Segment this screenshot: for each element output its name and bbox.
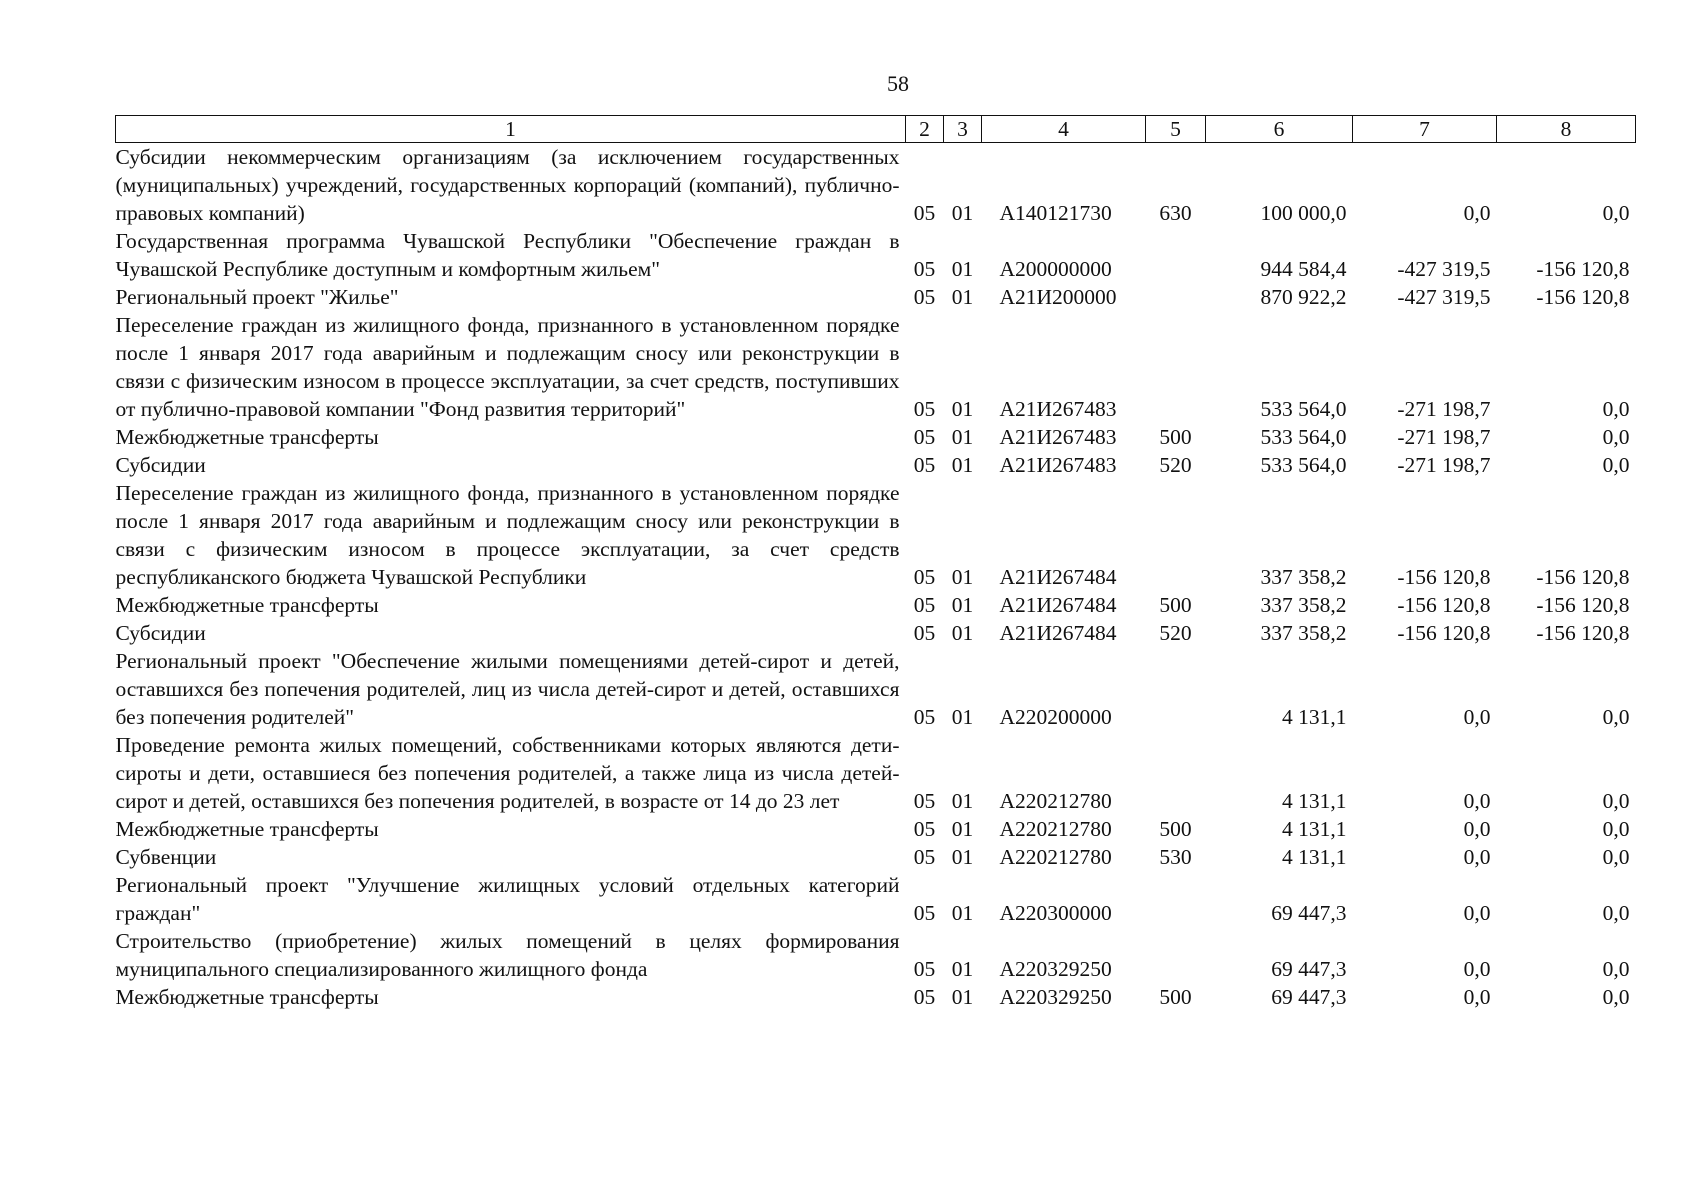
row-expense-type: 500 [1159,593,1192,617]
row-expense-type: 530 [1159,845,1192,869]
row-value-7: -427 319,5 [1397,285,1491,309]
row-section-code: 05 [913,957,936,981]
row-value-7: 0,0 [1463,705,1491,729]
table-row [116,591,1636,619]
column-header-6: 6 [1206,116,1353,143]
row-target-article: А21И200000 [999,285,1117,309]
row-section-code: 05 [913,621,936,645]
row-target-article: А21И267483 [999,397,1117,421]
row-subsection-code: 01 [951,201,974,225]
row-description: Региональный проект "Обеспечение жилыми помещениями детей-сирот и детей, оставшихся без попечения родителей, лиц из числа детей-сирот и детей, оставшихся без попечения родителей" [115,649,900,729]
row-expense-type: 500 [1159,817,1192,841]
row-subsection-code: 01 [951,593,974,617]
row-value-8: 0,0 [1602,985,1630,1009]
table-row [116,283,1636,311]
row-value-8: 0,0 [1602,901,1630,925]
row-value-8: 0,0 [1602,425,1630,449]
row-description: Межбюджетные трансферты [115,985,379,1009]
row-value-6: 533 564,0 [1260,425,1347,449]
row-description: Субвенции [115,845,217,869]
row-value-7: -427 319,5 [1397,257,1491,281]
row-section-code: 05 [913,397,936,421]
row-section-code: 05 [913,285,936,309]
row-section-code: 05 [913,257,936,281]
row-value-7: -271 198,7 [1397,453,1491,477]
row-target-article: А200000000 [999,257,1112,281]
row-value-6: 870 922,2 [1260,285,1347,309]
table-row [116,479,1636,591]
table-row [116,731,1636,815]
table-row [116,451,1636,479]
row-subsection-code: 01 [951,789,974,813]
row-target-article: А220212780 [999,845,1112,869]
row-subsection-code: 01 [951,817,974,841]
row-description: Региональный проект "Жилье" [115,285,399,309]
budget-table [115,115,1636,1011]
row-expense-type: 500 [1159,425,1192,449]
column-number-row [116,116,1636,143]
row-subsection-code: 01 [951,845,974,869]
row-value-7: 0,0 [1463,789,1491,813]
row-expense-type: 520 [1159,453,1192,477]
page-number: 58 [887,71,909,96]
row-value-7: -271 198,7 [1397,425,1491,449]
row-value-7: -156 120,8 [1397,565,1491,589]
row-subsection-code: 01 [951,397,974,421]
row-description: Межбюджетные трансферты [115,817,379,841]
row-target-article: А21И267484 [999,621,1117,645]
row-subsection-code: 01 [951,957,974,981]
row-target-article: А220329250 [999,985,1112,1009]
row-value-8: 0,0 [1602,817,1630,841]
row-value-6: 4 131,1 [1282,817,1347,841]
row-description: Субсидии [115,453,206,477]
table-row [116,983,1636,1011]
row-section-code: 05 [913,845,936,869]
row-section-code: 05 [913,901,936,925]
row-description: Межбюджетные трансферты [115,425,379,449]
row-subsection-code: 01 [951,257,974,281]
table-row [116,311,1636,423]
column-header-8: 8 [1497,116,1636,143]
row-subsection-code: 01 [951,901,974,925]
table-row [116,227,1636,283]
row-value-8: 0,0 [1602,397,1630,421]
row-value-7: 0,0 [1463,845,1491,869]
row-value-8: 0,0 [1602,957,1630,981]
row-target-article: А220200000 [999,705,1112,729]
row-subsection-code: 01 [951,285,974,309]
row-value-6: 4 131,1 [1282,705,1347,729]
column-header-7: 7 [1353,116,1497,143]
table-row [116,815,1636,843]
column-header-3: 3 [944,116,982,143]
row-target-article: А21И267484 [999,593,1117,617]
row-value-8: 0,0 [1602,789,1630,813]
row-description: Межбюджетные трансферты [115,593,379,617]
row-description: Субсидии [115,621,206,645]
row-section-code: 05 [913,817,936,841]
row-section-code: 05 [913,565,936,589]
row-value-8: -156 120,8 [1536,593,1630,617]
row-value-8: 0,0 [1602,845,1630,869]
row-expense-type: 520 [1159,621,1192,645]
row-section-code: 05 [913,425,936,449]
row-expense-type: 630 [1159,201,1192,225]
table-row [116,843,1636,871]
row-subsection-code: 01 [951,985,974,1009]
row-expense-type [1146,731,1206,815]
row-value-8: -156 120,8 [1536,257,1630,281]
row-expense-type [1146,647,1206,731]
row-value-6: 337 358,2 [1260,593,1347,617]
row-value-7: -271 198,7 [1397,397,1491,421]
row-description: Региональный проект "Улучшение жилищных условий отдельных категорий граждан" [115,873,900,925]
row-value-7: -156 120,8 [1397,621,1491,645]
row-target-article: А21И267483 [999,453,1117,477]
row-target-article: А140121730 [999,201,1112,225]
row-value-8: 0,0 [1602,705,1630,729]
row-value-7: 0,0 [1463,985,1491,1009]
row-section-code: 05 [913,789,936,813]
row-section-code: 05 [913,705,936,729]
row-section-code: 05 [913,593,936,617]
table-row [116,927,1636,983]
table-row [116,871,1636,927]
table-row [116,619,1636,647]
row-expense-type [1146,227,1206,283]
row-value-6: 337 358,2 [1260,565,1347,589]
row-target-article: А220212780 [999,817,1112,841]
table-body [116,143,1636,1012]
table-row [116,647,1636,731]
row-value-6: 69 447,3 [1271,901,1347,925]
row-target-article: А220300000 [999,901,1112,925]
row-section-code: 05 [913,201,936,225]
row-description: Переселение граждан из жилищного фонда, признанного в установленном порядке после 1 января 2017 года аварийным и подлежащим сносу или реконструкции в связи с физическим износом в процессе эксплуатации, за счет средств республиканского бюджета Чувашской Республики [115,481,900,589]
table-row [116,143,1636,228]
row-section-code: 05 [913,985,936,1009]
column-header-1: 1 [116,116,906,143]
row-value-6: 337 358,2 [1260,621,1347,645]
row-description: Государственная программа Чувашской Республики "Обеспечение граждан в Чувашской Республике доступным и комфортным жильем" [115,229,900,281]
row-expense-type [1146,479,1206,591]
row-description: Субсидии некоммерческим организациям (за исключением государственных (муниципальных) учреждений, государственных корпораций (компаний), публично-правовых компаний) [115,145,900,225]
row-value-7: -156 120,8 [1397,593,1491,617]
row-value-6: 533 564,0 [1260,453,1347,477]
row-expense-type: 500 [1159,985,1192,1009]
row-description: Проведение ремонта жилых помещений, собственниками которых являются дети-сироты и дети, оставшиеся без попечения родителей, а также лица из числа детей-сирот и детей, оставшихся без попечения родителей, в возрасте от 14 до 23 лет [115,733,900,813]
row-value-8: -156 120,8 [1536,285,1630,309]
row-value-7: 0,0 [1463,957,1491,981]
row-subsection-code: 01 [951,453,974,477]
row-value-7: 0,0 [1463,901,1491,925]
row-target-article: А21И267483 [999,425,1117,449]
column-header-5: 5 [1146,116,1206,143]
row-subsection-code: 01 [951,705,974,729]
column-header-2: 2 [906,116,944,143]
row-value-8: -156 120,8 [1536,621,1630,645]
row-value-6: 69 447,3 [1271,957,1347,981]
row-value-8: -156 120,8 [1536,565,1630,589]
row-section-code: 05 [913,453,936,477]
row-value-8: 0,0 [1602,453,1630,477]
row-subsection-code: 01 [951,425,974,449]
row-target-article: А220212780 [999,789,1112,813]
row-value-6: 100 000,0 [1260,201,1347,225]
row-target-article: А21И267484 [999,565,1117,589]
row-expense-type [1146,283,1206,311]
row-subsection-code: 01 [951,621,974,645]
row-expense-type [1146,311,1206,423]
row-target-article: А220329250 [999,957,1112,981]
row-expense-type [1146,871,1206,927]
row-value-6: 4 131,1 [1282,845,1347,869]
row-value-7: 0,0 [1463,817,1491,841]
row-description: Строительство (приобретение) жилых помещений в целях формирования муниципального специализированного жилищного фонда [115,929,900,981]
row-value-7: 0,0 [1463,201,1491,225]
row-subsection-code: 01 [951,565,974,589]
row-value-8: 0,0 [1602,201,1630,225]
column-header-4: 4 [982,116,1146,143]
row-expense-type [1146,927,1206,983]
row-value-6: 533 564,0 [1260,397,1347,421]
row-value-6: 4 131,1 [1282,789,1347,813]
row-description: Переселение граждан из жилищного фонда, признанного в установленном порядке после 1 января 2017 года аварийным и подлежащим сносу или реконструкции в связи с физическим износом в процессе эксплуатации, за счет средств, поступивших от публично-правовой компании "Фонд развития территорий" [115,313,900,421]
row-value-6: 944 584,4 [1260,257,1347,281]
table-row [116,423,1636,451]
row-value-6: 69 447,3 [1271,985,1347,1009]
